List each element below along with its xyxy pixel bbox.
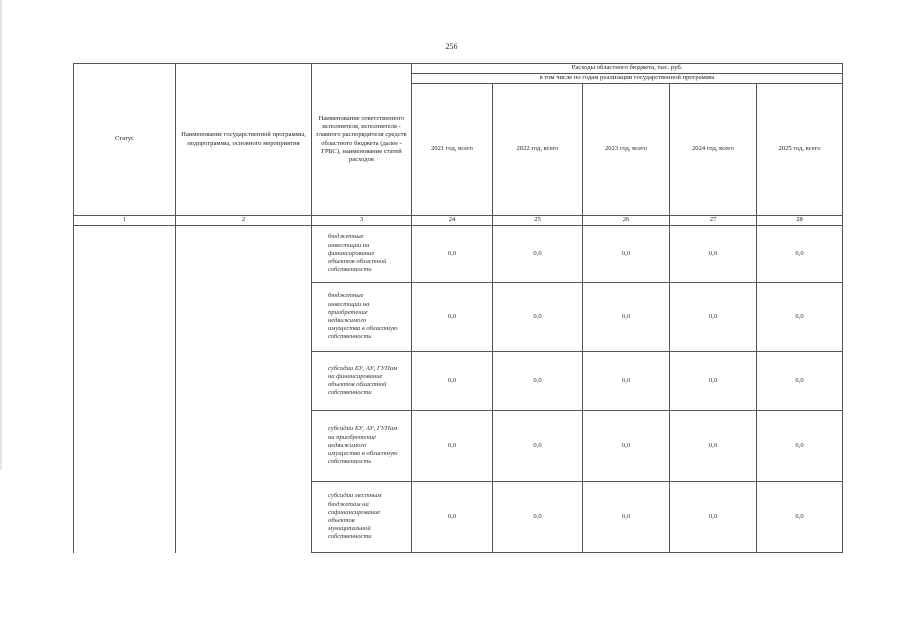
value-2021: 0,0 [412,226,493,283]
value-2025: 0,0 [757,226,843,283]
header-year-2024: 2024 год, всего [670,84,757,216]
expense-label: бюджетные инвестиции на приобретение недвижимого имущества в областную собственность [312,283,412,352]
column-number: 24 [412,216,493,226]
expense-label: субсидии БУ, АУ, ГУПам на приобретение недвижимого имущества в областную собственность [312,411,412,482]
budget-table [73,63,843,553]
value-2024: 0,0 [670,226,757,283]
expense-label: субсидии БУ, АУ, ГУПам на финансирование объектов областной собственности [312,352,412,411]
header-years-group: в том числе по годам реализации государственной программы [412,74,843,84]
column-number: 2 [176,216,312,226]
header-program-name: Наименование государственной программы, подпрограммы, основного мероприятия [176,64,312,216]
table-row [74,226,843,283]
column-number: 26 [583,216,670,226]
value-2022: 0,0 [493,352,583,411]
value-2025: 0,0 [757,283,843,352]
value-2022: 0,0 [493,283,583,352]
value-2025: 0,0 [757,352,843,411]
column-number: 25 [493,216,583,226]
column-numbers-row [74,216,843,226]
expense-label: субсидии местным бюджетам на софинансирование объектов муниципальной собственности [312,482,412,553]
value-2022: 0,0 [493,482,583,553]
value-2024: 0,0 [670,411,757,482]
program-name-cell [176,226,312,553]
value-2023: 0,0 [583,283,670,352]
value-2024: 0,0 [670,482,757,553]
header-year-2023: 2023 год, всего [583,84,670,216]
header-budget-group: Расходы областного бюджета, тыс. руб. [412,64,843,74]
value-2021: 0,0 [412,482,493,553]
scan-edge [0,0,2,470]
value-2024: 0,0 [670,283,757,352]
header-status: Статус [74,64,176,216]
value-2024: 0,0 [670,352,757,411]
header-year-2025: 2025 год, всего [757,84,843,216]
column-number: 1 [74,216,176,226]
header-executor-name: Наименование ответственного исполнителя, исполнителя - главного распорядителя средств областного бюджета (далее - ГРБС), наименование статей расходов [312,64,412,216]
header-year-2022: 2022 год, всего [493,84,583,216]
value-2021: 0,0 [412,283,493,352]
column-number: 27 [670,216,757,226]
page-number: 256 [445,42,458,51]
header-year-2021: 2021 год, всего [412,84,493,216]
value-2025: 0,0 [757,482,843,553]
value-2022: 0,0 [493,226,583,283]
expense-label: бюджетные инвестиции на финансирование объектов областной собственности [312,226,412,283]
value-2023: 0,0 [583,482,670,553]
value-2021: 0,0 [412,352,493,411]
column-number: 3 [312,216,412,226]
value-2025: 0,0 [757,411,843,482]
value-2021: 0,0 [412,411,493,482]
column-number: 28 [757,216,843,226]
value-2023: 0,0 [583,411,670,482]
value-2023: 0,0 [583,352,670,411]
value-2022: 0,0 [493,411,583,482]
value-2023: 0,0 [583,226,670,283]
status-cell [74,226,176,553]
